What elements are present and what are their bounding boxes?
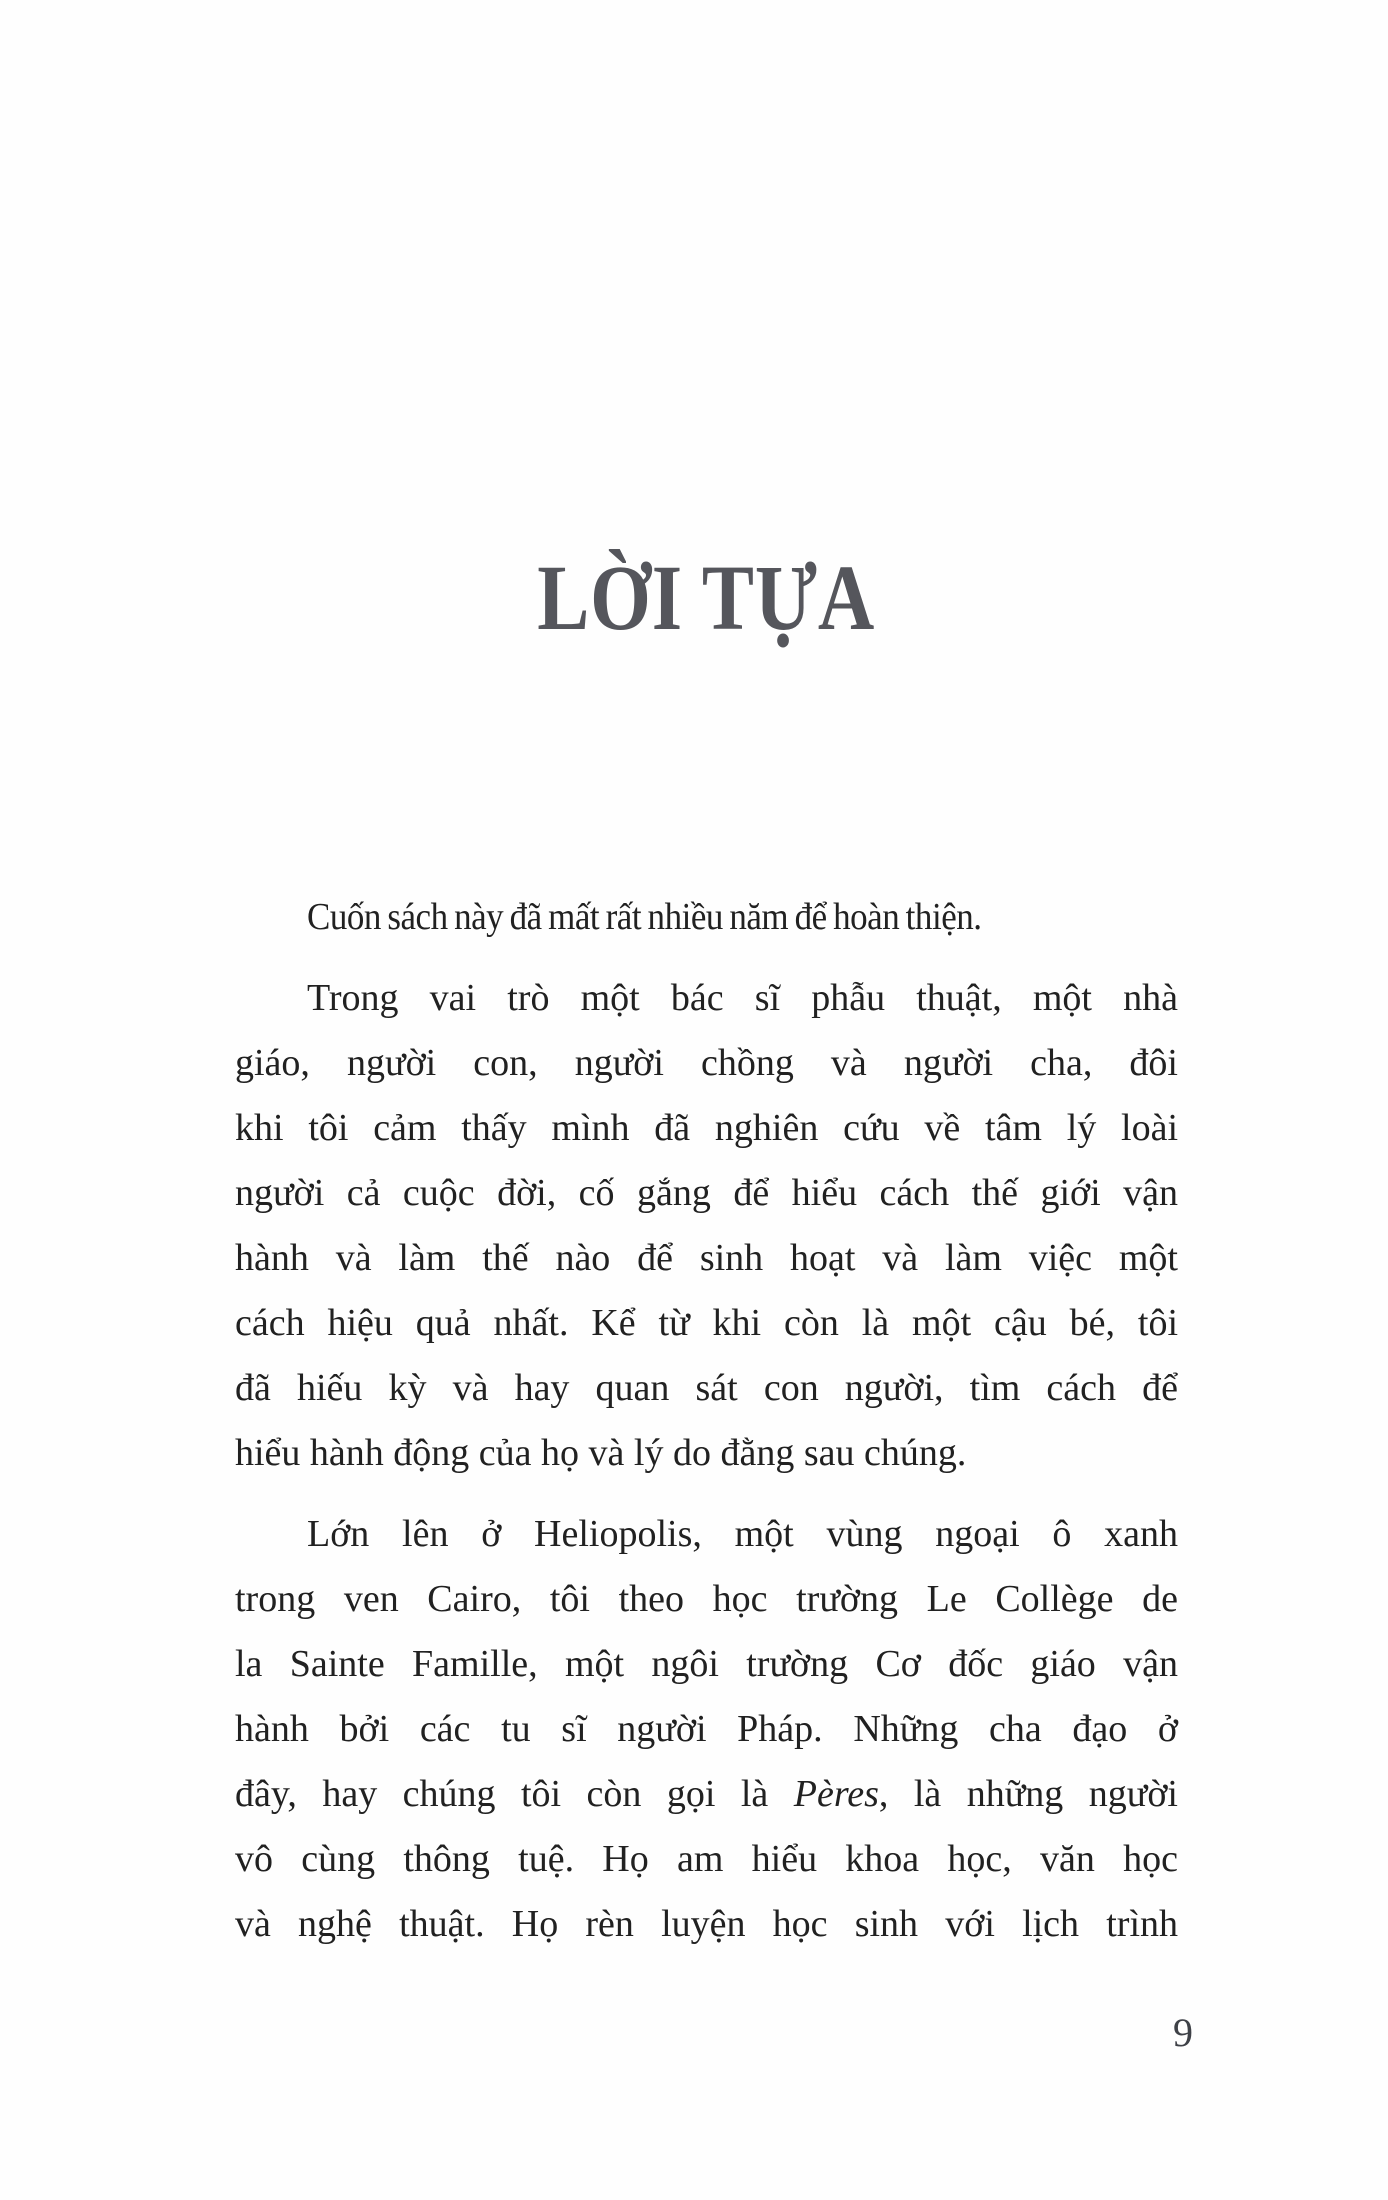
- text-segment: , là những người: [878, 1773, 1178, 1815]
- text-line: vô cùng thông tuệ. Họ am hiểu khoa học, văn học: [235, 1838, 1178, 1880]
- text-segment: đây, hay chúng tôi còn gọi là: [235, 1773, 794, 1815]
- text-line: đã hiếu kỳ và hay quan sát con người, tìm cách để: [235, 1367, 1178, 1409]
- text-line: cách hiệu quả nhất. Kể từ khi còn là một cậu bé, tôi: [235, 1302, 1178, 1344]
- text-line: hiểu hành động của họ và lý do đằng sau chúng.: [235, 1432, 967, 1474]
- paragraph-roles: [235, 966, 1178, 1486]
- text-line: [235, 885, 1178, 950]
- text-line: Trong vai trò một bác sĩ phẫu thuật, một nhà: [307, 977, 1178, 1019]
- text-line: trong ven Cairo, tôi theo học trường Le Collège de: [235, 1578, 1178, 1620]
- text-line: người cả cuộc đời, cố gắng để hiểu cách thế giới vận: [235, 1172, 1178, 1214]
- body-text: [235, 885, 1178, 1957]
- text-line: và nghệ thuật. Họ rèn luyện học sinh với lịch trình: [235, 1903, 1178, 1945]
- opening-sentence: Cuốn sách này đã mất rất nhiều năm để hoàn thiện.: [307, 896, 982, 938]
- chapter-title-text: LỜI TỰA: [537, 547, 876, 650]
- chapter-title: [235, 547, 1178, 650]
- text-line: [235, 1762, 1178, 1827]
- text-line: hành và làm thế nào để sinh hoạt và làm việc một: [235, 1237, 1178, 1279]
- page-number: 9: [1173, 2010, 1193, 2055]
- text-line: khi tôi cảm thấy mình đã nghiên cứu về tâm lý loài: [235, 1107, 1178, 1149]
- text-line: la Sainte Famille, một ngôi trường Cơ đốc giáo vận: [235, 1643, 1178, 1685]
- text-line: giáo, người con, người chồng và người cha, đôi: [235, 1042, 1178, 1084]
- paragraph-opening: [235, 885, 1178, 950]
- text-line: hành bởi các tu sĩ người Pháp. Những cha đạo ở: [235, 1708, 1178, 1750]
- italic-word-peres: Pères: [793, 1773, 879, 1815]
- text-line: Lớn lên ở Heliopolis, một vùng ngoại ô xanh: [307, 1513, 1178, 1555]
- paragraph-heliopolis: [235, 1502, 1178, 1957]
